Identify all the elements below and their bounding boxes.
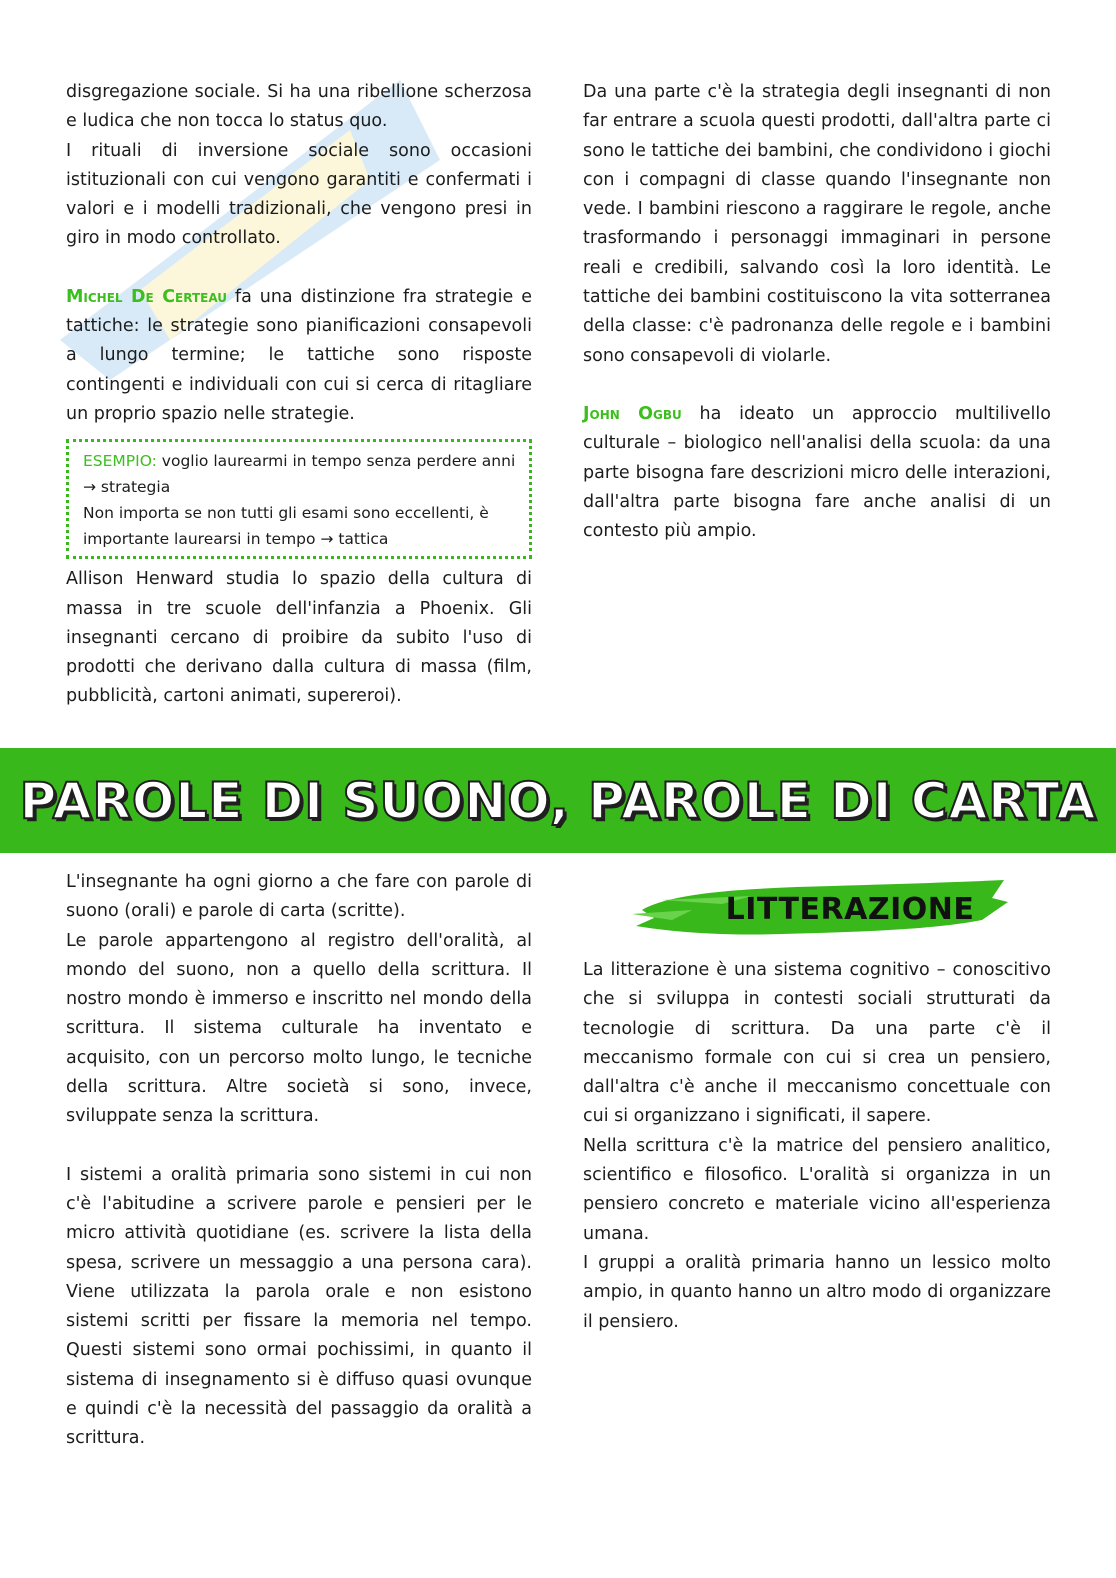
example-text: voglio laurearmi in tempo senza perdere anni → strategia — [83, 452, 516, 497]
litterazione-heading: LITTERAZIONE — [725, 891, 975, 927]
column-bottom-left — [66, 868, 532, 1454]
paragraph: Nella scrittura c'è la matrice del pensiero analitico, scientifico e filosofico. L'oralità si organizza in un pensiero concreto e materiale vicino all'esperienza umana. — [583, 1135, 1051, 1244]
paragraph: La litterazione è una sistema cognitivo – conoscitivo che si sviluppa in contesti sociali strutturati da tecnologie di scrittura. Da una parte c'è il meccanismo formale con cui si crea un pensiero, dall'altra c'è anche il meccanismo concettuale con cui si organizzano i significati, il sapere. — [583, 960, 1051, 1127]
example-line: Non importa se non tutti gli esami sono eccellenti, è importante laurearsi in tempo → tattica — [83, 504, 489, 549]
paragraph — [66, 283, 532, 429]
paragraph: I gruppi a oralità primaria hanno un lessico molto ampio, in quanto hanno un altro modo di organizzare il pensiero. — [583, 1252, 1051, 1332]
example-box — [66, 439, 532, 559]
paragraph: L'insegnante ha ogni giorno a che fare con parole di suono (orali) e parole di carta (scritte). — [66, 872, 532, 922]
author-name-ogbu: John Ogbu — [583, 403, 682, 424]
paragraph-text: ha ideato un approccio multilivello culturale – biologico nell'analisi della scuola: da una parte bisogna fare descrizioni micro delle interazioni, dall'altra parte bisogna fare anche analisi di un contesto più ampio. — [583, 403, 1051, 542]
paragraph: I sistemi a oralità primaria sono sistemi in cui non c'è l'abitudine a scrivere parole e pensieri per le micro attività quotidiane (es. scrivere la lista della spesa, scrivere un messaggio a una persona cara). Viene utilizzata la parola orale e non esistono sistemi scritti per fissare la memoria nel tempo. Questi sistemi sono ormai pochissimi, in quanto il sistema di insegnamento si è diffuso quasi ovunque e quindi c'è la necessità del passaggio da oralità a scrittura. — [66, 1164, 532, 1449]
column-top-right — [583, 78, 1051, 546]
section-banner — [0, 748, 1116, 853]
paragraph: Allison Henward studia lo spazio della cultura di massa in tre scuole dell'infanzia a Phoenix. Gli insegnanti cercano di proibire da subito l'uso di prodotti che derivano dalla cultura di massa (film, pubblicità, cartoni animati, supereroi). — [66, 569, 532, 707]
paragraph — [583, 400, 1051, 546]
example-label: ESEMPIO: — [83, 452, 157, 471]
paragraph: disgregazione sociale. Si ha una ribellione scherzosa e ludica che non tocca lo status quo. — [66, 82, 532, 132]
paragraph: I rituali di inversione sociale sono occasioni istituzionali con cui vengono garantiti e confermati i valori e i modelli tradizionali, che vengono presi in giro in modo controllato. — [66, 140, 532, 249]
paragraph: Le parole appartengono al registro dell'oralità, al mondo del suono, non a quello della scrittura. Il nostro mondo è immerso e inscritto nel mondo della scrittura. Il sistema culturale ha inventato e acquisito, con un percorso molto lungo, le tecniche della scrittura. Altre società si sono, invece, sviluppate senza la scrittura. — [66, 930, 532, 1127]
section-title: PAROLE DI SUONO, PAROLE DI CARTA — [19, 771, 1097, 830]
author-name-de-certeau: Michel De Certeau — [66, 286, 227, 307]
example-line — [83, 448, 519, 500]
paragraph: Da una parte c'è la strategia degli insegnanti di non far entrare a scuola questi prodotti, dall'altra parte ci sono le tattiche dei bambini, che condividono i giochi con i compagni di classe quando l'insegnante non vede. I bambini riescono a raggirare le regole, anche trasformando i personaggi immaginari in persone reali e credibili, salvando così la loro identità. Le tattiche dei bambini costituiscono la vita sotterranea della classe: c'è padronanza delle regole e i bambini sono consapevoli di violarle. — [583, 82, 1051, 366]
column-top-left — [66, 78, 532, 712]
column-bottom-right — [583, 956, 1051, 1337]
paragraph-text: fa una distinzione fra strategie e tattiche: le strategie sono pianificazioni consapevoli a lungo termine; le tattiche sono risposte contingenti e individuali con cui si cerca di ritagliare un proprio spazio nelle strategie. — [66, 286, 532, 424]
